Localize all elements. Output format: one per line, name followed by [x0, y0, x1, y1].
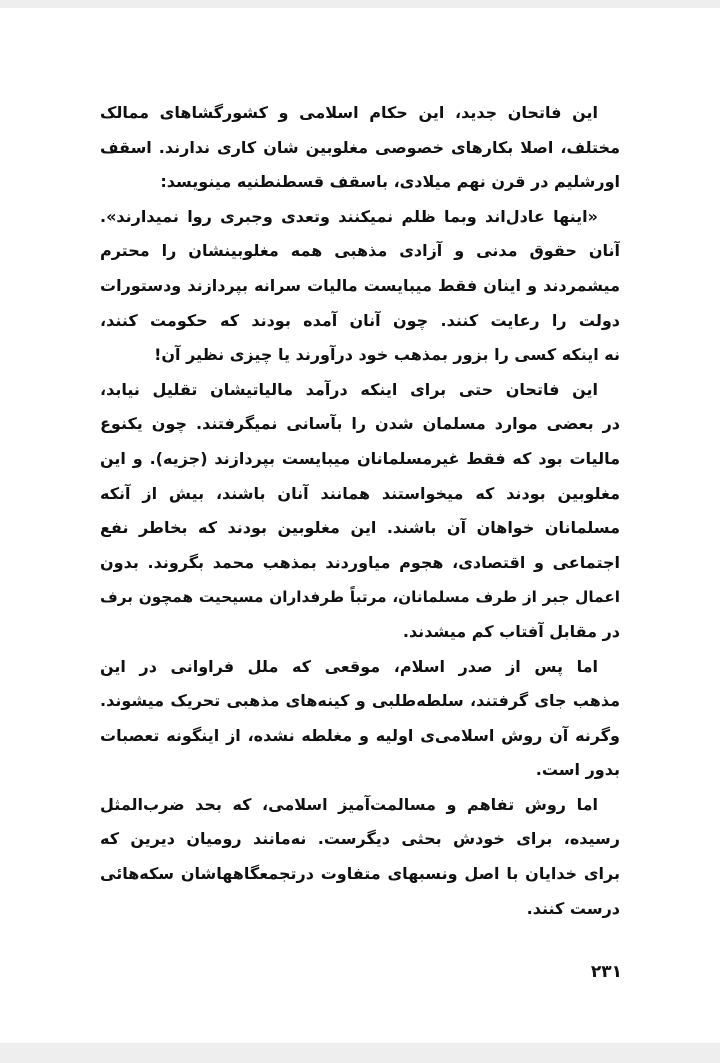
paragraph-5: [100, 788, 620, 926]
text-line: بدور است.: [535, 760, 620, 780]
page-number: ۲۳۱: [590, 962, 622, 982]
top-scan-edge: [0, 0, 720, 8]
text-line: برای خدایان با اصل ونسبهای متفاوت درتجمعگاههاشان سکه‌هائی: [100, 864, 620, 884]
text-line: اورشلیم در قرن نهم میلادی، باسقف قسطنطنیه مینویسد:: [160, 172, 620, 192]
bottom-scan-edge: [0, 1043, 720, 1063]
paragraph-2: [100, 200, 620, 373]
paragraph-1: [100, 96, 620, 200]
text-line: این فاتحان حتی برای اینکه درآمد مالیاتیشان تقلیل نیابد،: [100, 379, 598, 399]
text-line: مغلوبین بودند که میخواستند همانند آنان باشند، بیش از آنکه: [100, 483, 620, 503]
text-line: رسیده، برای خودش بحثی دیگرست. نه‌مانند رومیان دیرین که: [100, 829, 620, 849]
paragraph-3: [100, 373, 620, 650]
text-line: اعمال جبر از طرف مسلمانان، مرتباً طرفداران مسیحیت همچون برف: [100, 588, 620, 607]
text-line: دولت را رعایت کنند. چون آنان آمده بودند که حکومت کنند،: [100, 310, 620, 330]
text-line: اجتماعی و اقتصادی، هجوم میاوردند بمذهب محمد بگروند. بدون: [100, 552, 620, 572]
quote-line: «اینها عادل‌اند وبما ظلم نمیکنند وتعدی وجبری روا نمیدارند».: [100, 206, 598, 226]
text-line: مختلف، اصلا بکارهای خصوصی مغلوبین شان کاری ندارند. اسقف: [100, 137, 620, 157]
text-line: آنان حقوق مدنی و آزادی مذهبی همه مغلوبینشان را محترم: [100, 241, 620, 261]
text-line: اما پس از صدر اسلام، موقعی که ملل فراوانی در این: [100, 656, 598, 676]
paragraph-4: [100, 650, 620, 788]
text-line: اما روش تفاهم و مسالمت‌آمیز اسلامی، که بحد ضرب‌المثل: [100, 794, 598, 814]
text-line: میشمردند و اینان فقط میبایست مالیات سرانه بپردازند ودستورات: [100, 275, 620, 295]
text-line: این فاتحان جدید، این حکام اسلامی و کشورگشاهای ممالک: [100, 103, 598, 122]
text-line: وگرنه آن روش اسلامی‌ی اولیه و مغلطه نشده، از اینگونه تعصبات: [100, 725, 620, 745]
text-line: نه اینکه کسی را بزور بمذهب خود درآورند یا چیزی نظیر آن!: [154, 345, 620, 365]
text-line: در مقابل آفتاب کم میشدند.: [402, 621, 620, 641]
text-line: مالیات بود که فقط غیرمسلمانان میبایست بپردازند (جزیه). و این: [100, 448, 620, 468]
body-text: [100, 96, 620, 926]
text-line: مذهب جای گرفتند، سلطه‌طلبی و کینه‌های مذهبی تحریک میشوند.: [100, 691, 620, 711]
text-line: درست کنند.: [526, 898, 620, 918]
text-line: مسلمانان خواهان آن باشند. این مغلوبین بودند که بخاطر نفع: [100, 518, 620, 538]
text-line: در بعضی موارد مسلمان شدن را بآسانی نمیگرفتند. چون یکنوع: [100, 414, 620, 434]
